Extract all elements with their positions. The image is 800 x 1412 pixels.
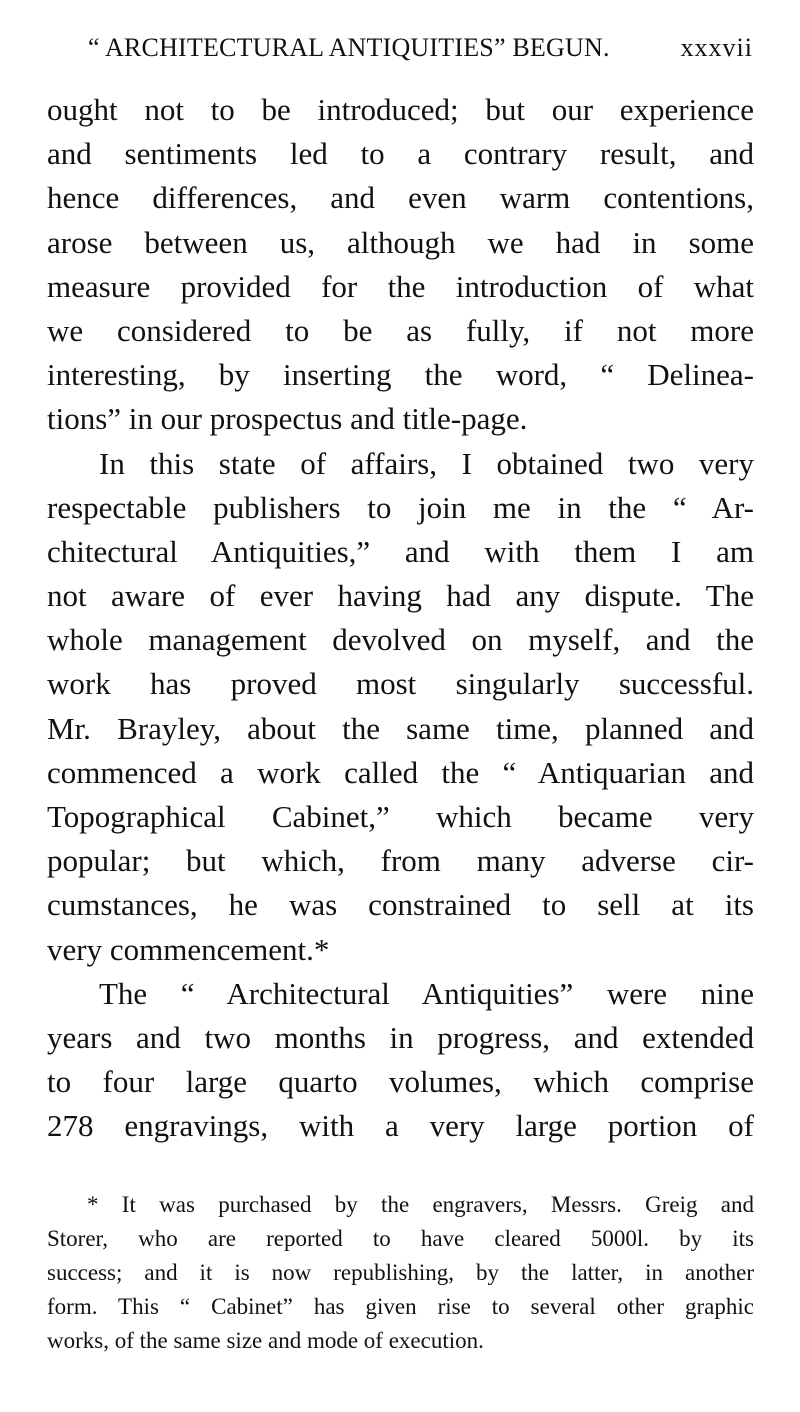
running-title: “ ARCHITECTURAL ANTIQUITIES” BEGUN. — [88, 33, 610, 62]
page-number: xxxvii — [680, 33, 753, 62]
footnote-line: * It was purchased by the engravers, Messrs. Greig and — [87, 1192, 754, 1217]
text-line: Topographical Cabinet,” which became very — [47, 799, 754, 834]
footnote-line: works, of the same size and mode of execution. — [47, 1328, 484, 1353]
text-line: hence differences, and even warm contentions, — [47, 180, 754, 216]
text-line: work has proved most singularly successful. — [47, 666, 754, 702]
text-line: years and two months in progress, and extended — [47, 1019, 754, 1055]
text-line: we considered to be as fully, if not more — [47, 312, 754, 348]
text-line: very commencement.* — [47, 931, 330, 967]
text-line: ought not to be introduced; but our experience — [47, 92, 754, 127]
text-line: popular; but which, from many adverse cir- — [47, 843, 754, 879]
text-line: measure provided for the introduction of what — [47, 268, 754, 304]
text-line: respectable publishers to join me in the “ Ar- — [47, 489, 754, 525]
footnote-line: Storer, who are reported to have cleared 5000l. by its — [47, 1226, 754, 1251]
text-line: 278 engravings, with a very large portion of — [47, 1108, 754, 1144]
text-line: arose between us, although we had in some — [47, 224, 754, 260]
text-line: not aware of ever having had any dispute. The — [47, 578, 754, 614]
text-line: to four large quarto volumes, which comprise — [47, 1064, 754, 1100]
text-line: whole management devolved on myself, and the — [47, 622, 754, 658]
body-text — [47, 88, 754, 1149]
text-line: The “ Architectural Antiquities” were nine — [99, 975, 754, 1011]
footnote — [47, 1188, 754, 1358]
text-line: and sentiments led to a contrary result, and — [47, 136, 754, 172]
footnote-line: form. This “ Cabinet” has given rise to several other graphic — [47, 1294, 754, 1319]
text-line: In this state of affairs, I obtained two very — [99, 445, 754, 481]
text-line: tions” in our prospectus and title-page. — [47, 401, 528, 437]
text-line: cumstances, he was constrained to sell at its — [47, 887, 754, 923]
running-head — [88, 30, 753, 66]
text-line: interesting, by inserting the word, “ Delinea- — [47, 357, 754, 393]
text-line: commenced a work called the “ Antiquarian and — [47, 754, 754, 790]
text-line: chitectural Antiquities,” and with them I am — [47, 533, 754, 569]
footnote-line: success; and it is now republishing, by the latter, in another — [47, 1260, 754, 1285]
text-line: Mr. Brayley, about the same time, planned and — [47, 710, 754, 746]
